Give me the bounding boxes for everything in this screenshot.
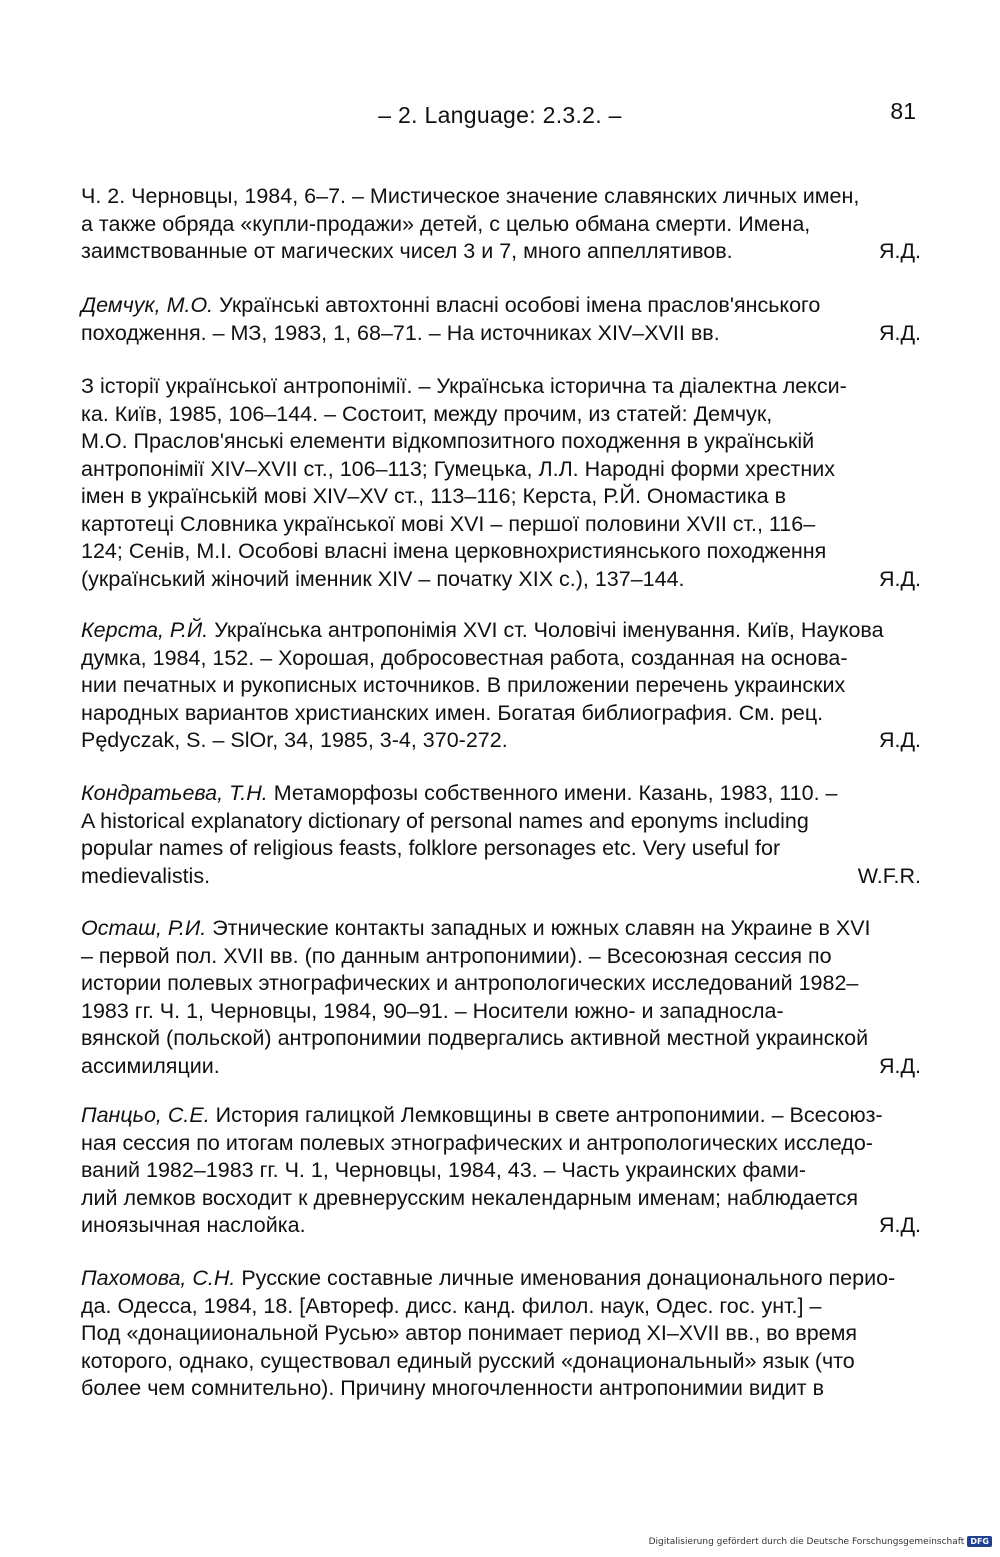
bibliography-entry <box>81 1102 921 1240</box>
reviewer-signature: Я.Д. <box>878 728 921 752</box>
entry-line: Pędyczak, S. – SlOr, 34, 1985, 3-4, 370-272. <box>81 728 508 752</box>
bibliography-entry <box>81 373 921 593</box>
page-number: 81 <box>890 98 916 124</box>
bibliography-entry <box>81 183 921 266</box>
bibliography-entry <box>81 915 921 1080</box>
entry-line: З історії української антропонімії. – Українська історична та діалектна лекси- <box>81 374 847 398</box>
entry-line: антропонімії XIV–XVII ст., 106–113; Гумецька, Л.Л. Народні форми хрестних <box>81 456 835 481</box>
entry-line: думка, 1984, 152. – Хорошая, добросовестная работа, созданная на основа- <box>81 645 848 670</box>
entry-author: Кондратьева, Т.Н. <box>81 781 268 805</box>
entry-author: Пахомова, С.Н. <box>81 1266 236 1290</box>
entry-line: Под «донацииональной Русью» автор понимает период XI–XVII вв., во время <box>81 1321 858 1345</box>
entry-line: 1983 гг. Ч. 1, Черновцы, 1984, 90–91. – Носители южно- и западносла- <box>81 998 784 1023</box>
entry-line: Метаморфозы собственного имени. Казань, 1983, 110. – <box>273 781 838 805</box>
reviewer-signature: W.F.R. <box>857 863 921 888</box>
entry-line: – первой пол. XVII вв. (по данным антропонимии). – Всесоюзная сессия по <box>81 943 832 968</box>
entry-line: ка. Київ, 1985, 106–144. – Состоит, между прочим, из статей: Демчук, <box>81 401 773 426</box>
reviewer-signature: Я.Д. <box>878 1213 921 1237</box>
dfg-logo: DFG <box>967 1536 992 1547</box>
entry-line: походження. – МЗ, 1983, 1, 68–71. – На источниках XIV–XVII вв. <box>81 320 720 345</box>
entry-author: Демчук, М.О. <box>81 293 214 317</box>
bibliography-entry <box>81 617 921 755</box>
entry-line: medievalistis. <box>81 863 211 888</box>
entry-author: Панцьо, С.Е. <box>81 1103 210 1127</box>
bibliography-entry <box>81 780 921 890</box>
entry-line: (український жіночий іменник XIV – початку XIX с.), 137–144. <box>81 566 685 591</box>
entry-line: 124; Сенів, М.І. Особові власні імена церковнохристиянського походження <box>81 539 827 563</box>
footer-text: Digitalisierung gefördert durch die Deutsche Forschungsgemeinschaft <box>648 1536 965 1547</box>
running-title: – 2. Language: 2.3.2. – <box>378 102 622 128</box>
entry-line: Українська антропонімія XVI ст. Чоловічі іменування. Київ, Наукова <box>214 618 884 642</box>
entry-line: Русские составные личные именования донационального перио- <box>241 1266 896 1290</box>
entry-line: заимствованные от магических чисел 3 и 7, много аппеллятивов. <box>81 239 733 263</box>
entry-line: М.О. Праслов'янські елементи відкомпозитного походження в українській <box>81 429 815 453</box>
entry-line: истории полевых этнографических и антропологических исследований 1982– <box>81 971 859 995</box>
entry-author: Керста, Р.Й. <box>81 618 209 642</box>
entry-line: вянской (польской) антропонимии подвергались активной местной украинской <box>81 1026 869 1050</box>
entry-line: Этнические контакты западных и южных славян на Украине в XVI <box>212 916 871 940</box>
entry-author: Осташ, Р.И. <box>81 916 207 940</box>
entry-line: Ч. 2. Черновцы, 1984, 6–7. – Мистическое значение славянских личных имен, <box>81 184 860 208</box>
entry-line: ваний 1982–1983 гг. Ч. 1, Черновцы, 1984, 43. – Часть украинских фами- <box>81 1158 807 1182</box>
entry-line: История галицкой Лемковщины в свете антропонимии. – Всесоюз- <box>215 1103 883 1127</box>
reviewer-signature: Я.Д. <box>878 566 921 591</box>
entry-line: ассимиляции. <box>81 1053 220 1078</box>
entry-line: а также обряда «купли-продажи» детей, с целью обмана смерти. Имена, <box>81 211 811 236</box>
bibliography-entry <box>81 292 921 347</box>
page-header <box>80 96 920 136</box>
bibliography-entry <box>81 1265 921 1403</box>
reviewer-signature: Я.Д. <box>878 1053 921 1078</box>
reviewer-signature: Я.Д. <box>878 239 921 263</box>
reviewer-signature: Я.Д. <box>878 320 921 345</box>
entry-line: лий лемков восходит к древнерусским некалендарным именам; наблюдается <box>81 1185 859 1210</box>
entry-line: popular names of religious feasts, folklore personages etc. Very useful for <box>81 836 781 860</box>
entry-line: імен в українській мові XIV–XV ст., 113–116; Керста, Р.Й. Ономастика в <box>81 484 787 508</box>
entry-line: да. Одесса, 1984, 18. [Автореф. дисс. канд. филол. наук, Одес. гос. унт.] – <box>81 1293 822 1318</box>
entry-line: картотеці Словника української мові XVI – першої половини XVII ст., 116– <box>81 511 816 536</box>
entry-line: иноязычная наслойка. <box>81 1213 306 1237</box>
entry-line: нии печатных и рукописных источников. В приложении перечень украинских <box>81 673 846 697</box>
digitization-footer <box>649 1536 992 1547</box>
entry-line: A historical explanatory dictionary of personal names and eponyms including <box>81 808 809 833</box>
entry-line: Українські автохтонні власні особові імена праслов'янського <box>219 293 821 317</box>
entry-line: ная сессия по итогам полевых этнографических и антропологических исследо- <box>81 1130 873 1155</box>
entry-line: народных вариантов христианских имен. Богатая библиография. См. рец. <box>81 700 824 725</box>
entry-line: которого, однако, существовал единый русский «донациональный» язык (что <box>81 1348 855 1373</box>
entry-line: более чем сомнительно). Причину многочленности антропонимии видит в <box>81 1376 825 1400</box>
